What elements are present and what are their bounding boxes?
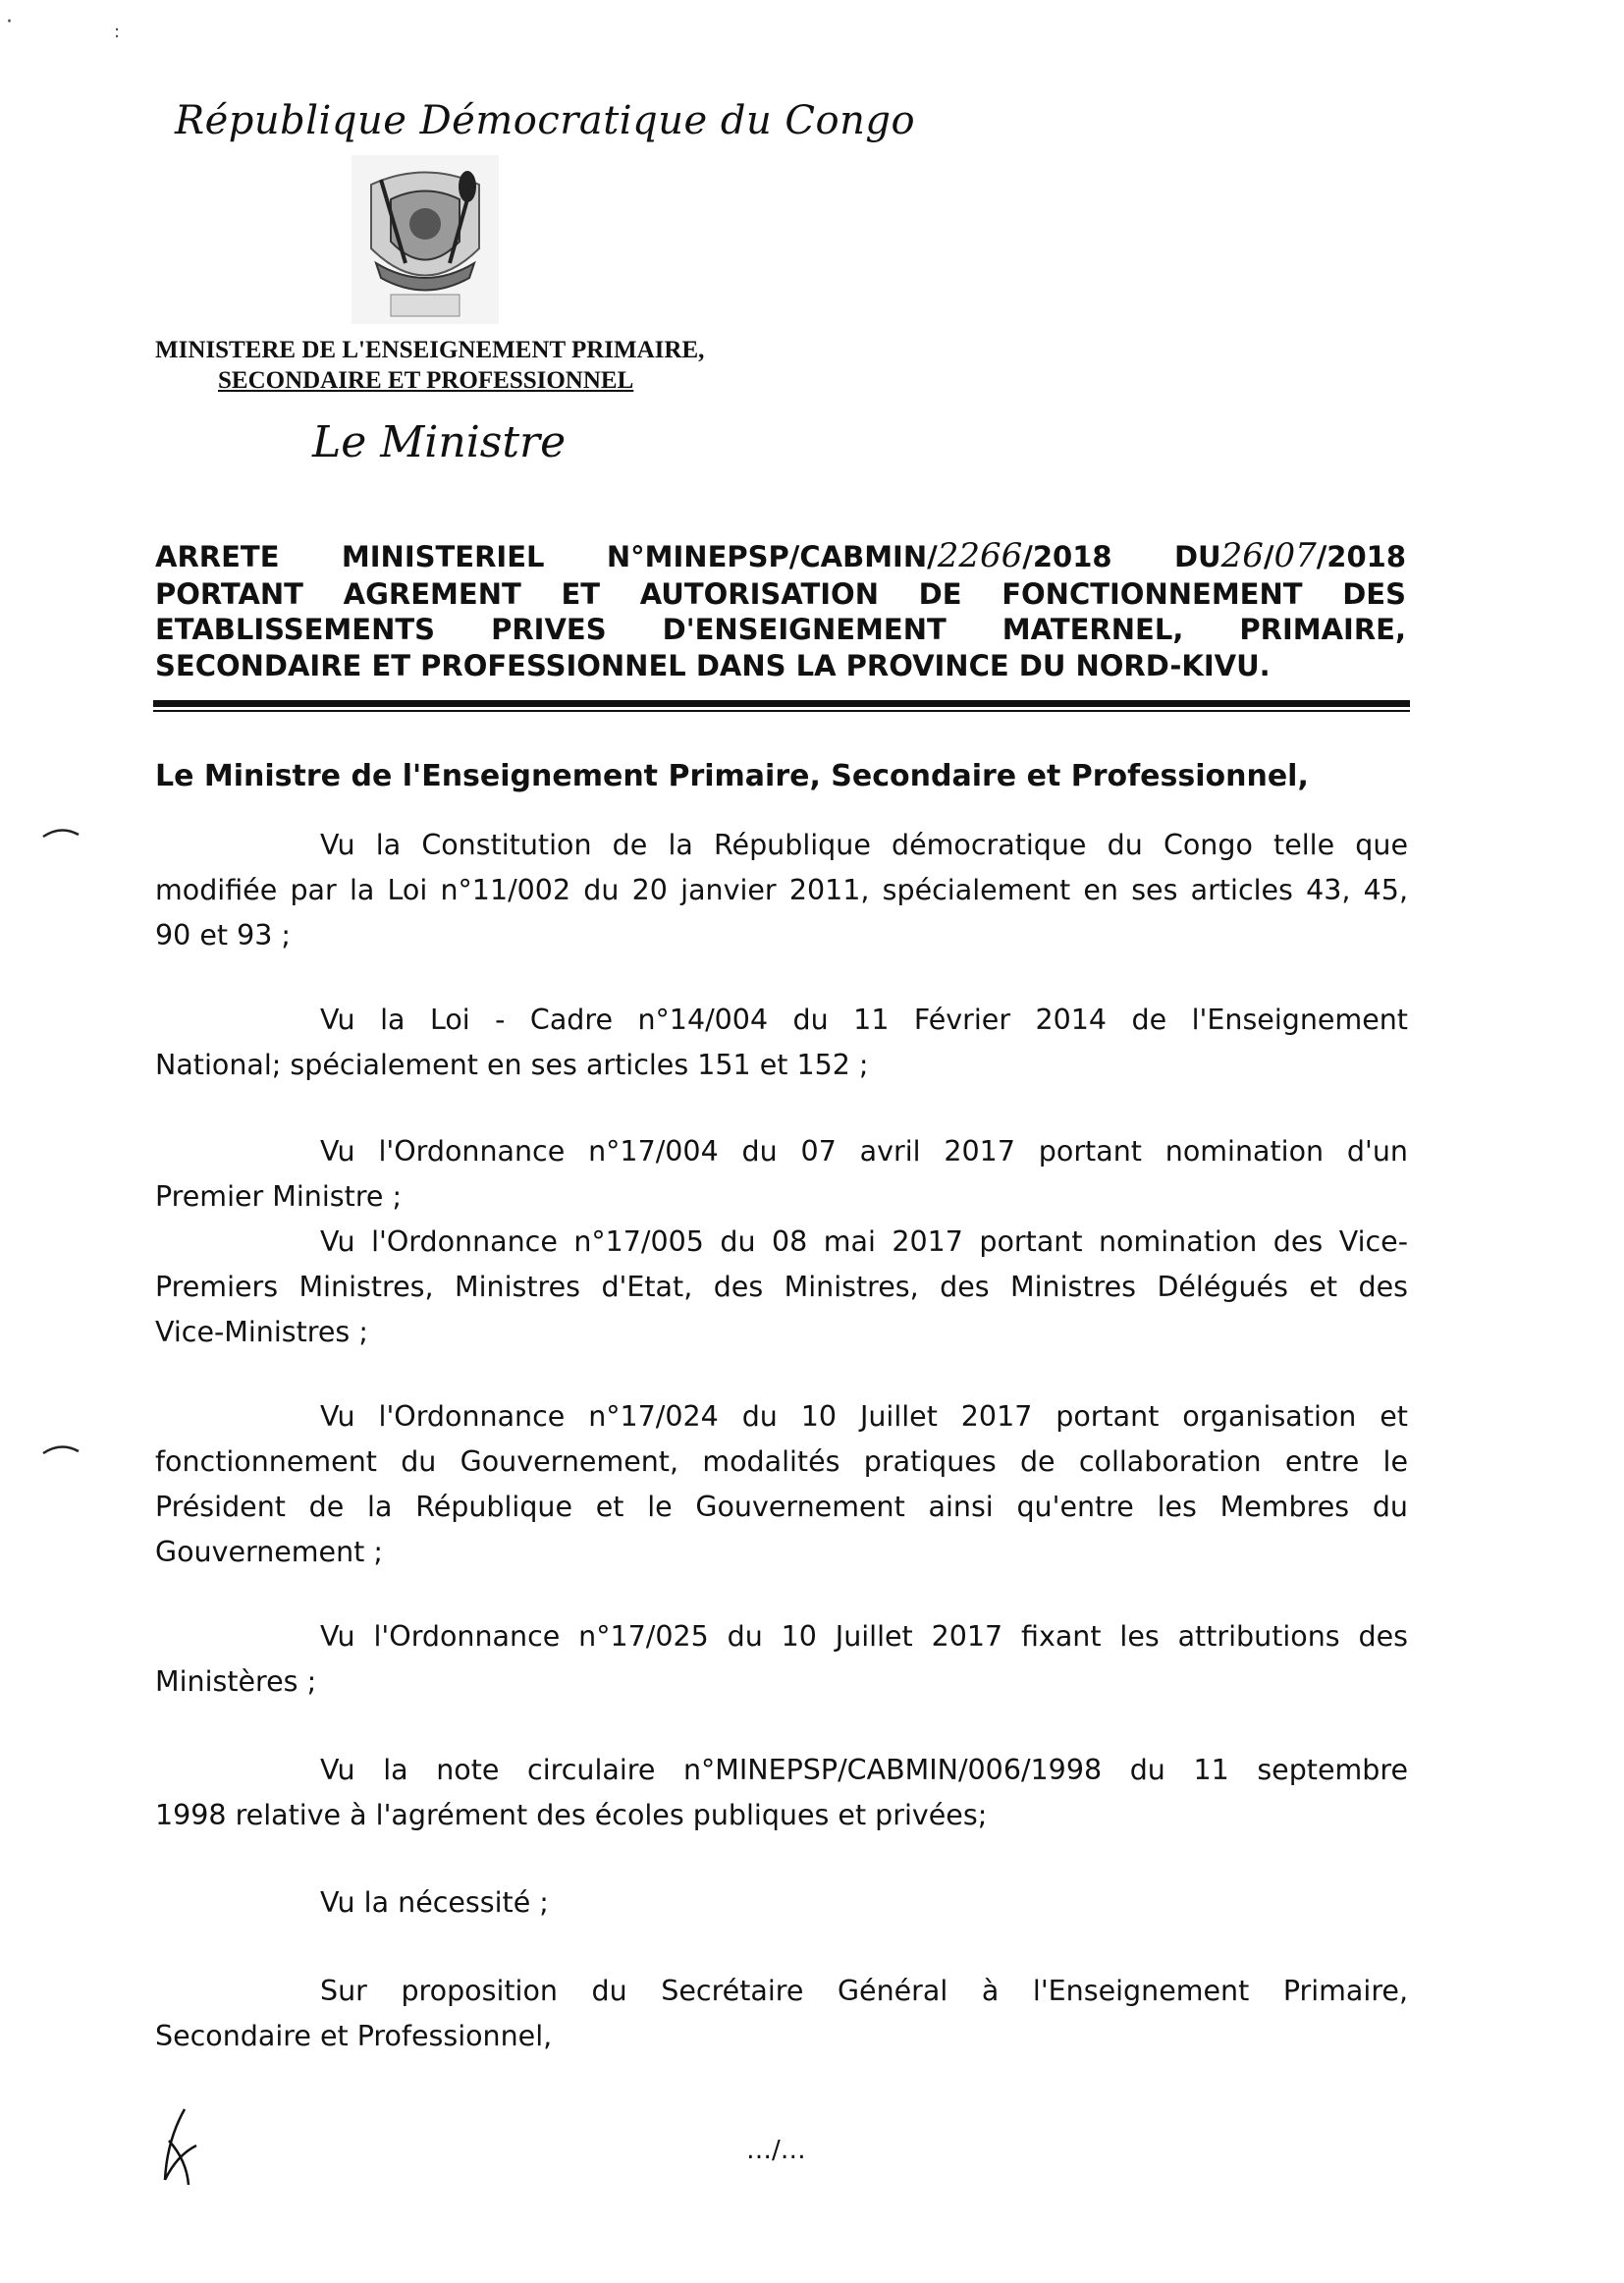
republic-name: République Démocratique du Congo xyxy=(175,98,916,143)
recital-line: Vu l'Ordonnance n°17/025 du 10 Juillet 2017 fixant les attributions des xyxy=(320,1620,1408,1653)
handwritten-decree-number: 2266 xyxy=(937,536,1023,575)
scan-speck: · xyxy=(6,10,13,34)
recital-ordonnance-17-005 xyxy=(155,1220,1408,1355)
punch-mark-icon xyxy=(41,825,81,841)
decree-year-label: /2018 DU xyxy=(1022,540,1221,573)
decree-title-line1 xyxy=(155,538,1406,574)
page-continuation-mark: …/… xyxy=(746,2136,806,2165)
recital-line: Vice-Ministres ; xyxy=(155,1316,368,1348)
punch-mark-icon xyxy=(41,1441,81,1457)
recital-line: 90 et 93 ; xyxy=(155,919,292,951)
title-rule-thick xyxy=(153,700,1410,707)
recital-line: Président de la République et le Gouvernement ainsi qu'entre les Membres du xyxy=(155,1491,1408,1523)
decree-title-line4: SECONDAIRE ET PROFESSIONNEL DANS LA PROVINCE DU NORD-KIVU. xyxy=(155,649,1271,682)
recital-line: Vu l'Ordonnance n°17/005 du 08 mai 2017 portant nomination des Vice- xyxy=(320,1225,1408,1258)
recital-constitution xyxy=(155,823,1408,958)
recital-line: Vu l'Ordonnance n°17/004 du 07 avril 2017 portant nomination d'un xyxy=(320,1135,1408,1168)
recital-line: Ministères ; xyxy=(155,1665,317,1698)
recital-ordonnance-17-004 xyxy=(155,1129,1408,1220)
decree-number-prefix: ARRETE MINISTERIEL N°MINEPSP/CABMIN/ xyxy=(155,540,938,573)
recital-line: Sur proposition du Secrétaire Général à l'Enseignement Primaire, xyxy=(320,1975,1408,2007)
recital-loi-cadre xyxy=(155,998,1408,1088)
decree-date-year: /2018 xyxy=(1316,540,1407,573)
title-rule-thin xyxy=(153,710,1410,712)
date-separator: / xyxy=(1263,540,1274,573)
preamble: Le Ministre de l'Enseignement Primaire, Secondaire et Professionnel, xyxy=(155,759,1309,793)
recital-line: Gouvernement ; xyxy=(155,1536,383,1568)
recital-line: Vu la Loi - Cadre n°14/004 du 11 Février 2014 de l'Enseignement xyxy=(320,1004,1408,1036)
recital-ordonnance-17-024 xyxy=(155,1394,1408,1575)
recital-line: Premiers Ministres, Ministres d'Etat, des Ministres, des Ministres Délégués et des xyxy=(155,1271,1408,1303)
recital-line: fonctionnement du Gouvernement, modalités pratiques de collaboration entre le xyxy=(155,1445,1408,1478)
coat-of-arms-icon xyxy=(352,155,499,324)
signatory-title: Le Ministre xyxy=(312,417,567,467)
handwritten-day: 26 xyxy=(1220,536,1264,575)
decree-title-line3: ETABLISSEMENTS PRIVES D'ENSEIGNEMENT MATERNEL, PRIMAIRE, xyxy=(155,613,1406,646)
scan-speck: : xyxy=(114,22,121,42)
recital-line: 1998 relative à l'agrément des écoles publiques et privées; xyxy=(155,1799,988,1831)
recital-necessite xyxy=(155,1880,1408,1926)
recital-line: Vu la Constitution de la République démocratique du Congo telle que xyxy=(320,829,1408,861)
recital-line: Vu l'Ordonnance n°17/024 du 10 Juillet 2017 portant organisation et xyxy=(320,1400,1408,1433)
recital-line: National; spécialement en ses articles 151 et 152 ; xyxy=(155,1049,869,1081)
ministry-name-line2: SECONDAIRE ET PROFESSIONNEL xyxy=(218,367,634,394)
handwritten-initials-icon xyxy=(147,2101,206,2190)
handwritten-month: 07 xyxy=(1273,536,1317,575)
decree-title-line2: PORTANT AGREMENT ET AUTORISATION DE FONCTIONNEMENT DES xyxy=(155,577,1406,611)
recital-ordonnance-17-025 xyxy=(155,1614,1408,1705)
recital-line: Vu la note circulaire n°MINEPSP/CABMIN/006/1998 du 11 septembre xyxy=(320,1754,1408,1786)
recital-line: modifiée par la Loi n°11/002 du 20 janvier 2011, spécialement en ses articles 43, 45, xyxy=(155,874,1408,906)
recital-note-circulaire xyxy=(155,1748,1408,1838)
recital-line: Premier Ministre ; xyxy=(155,1180,403,1213)
ministry-name-line1: MINISTERE DE L'ENSEIGNEMENT PRIMAIRE, xyxy=(155,337,705,363)
recital-line: Vu la nécessité ; xyxy=(320,1886,549,1919)
recital-line: Secondaire et Professionnel, xyxy=(155,2020,553,2052)
recital-proposition xyxy=(155,1969,1408,2059)
